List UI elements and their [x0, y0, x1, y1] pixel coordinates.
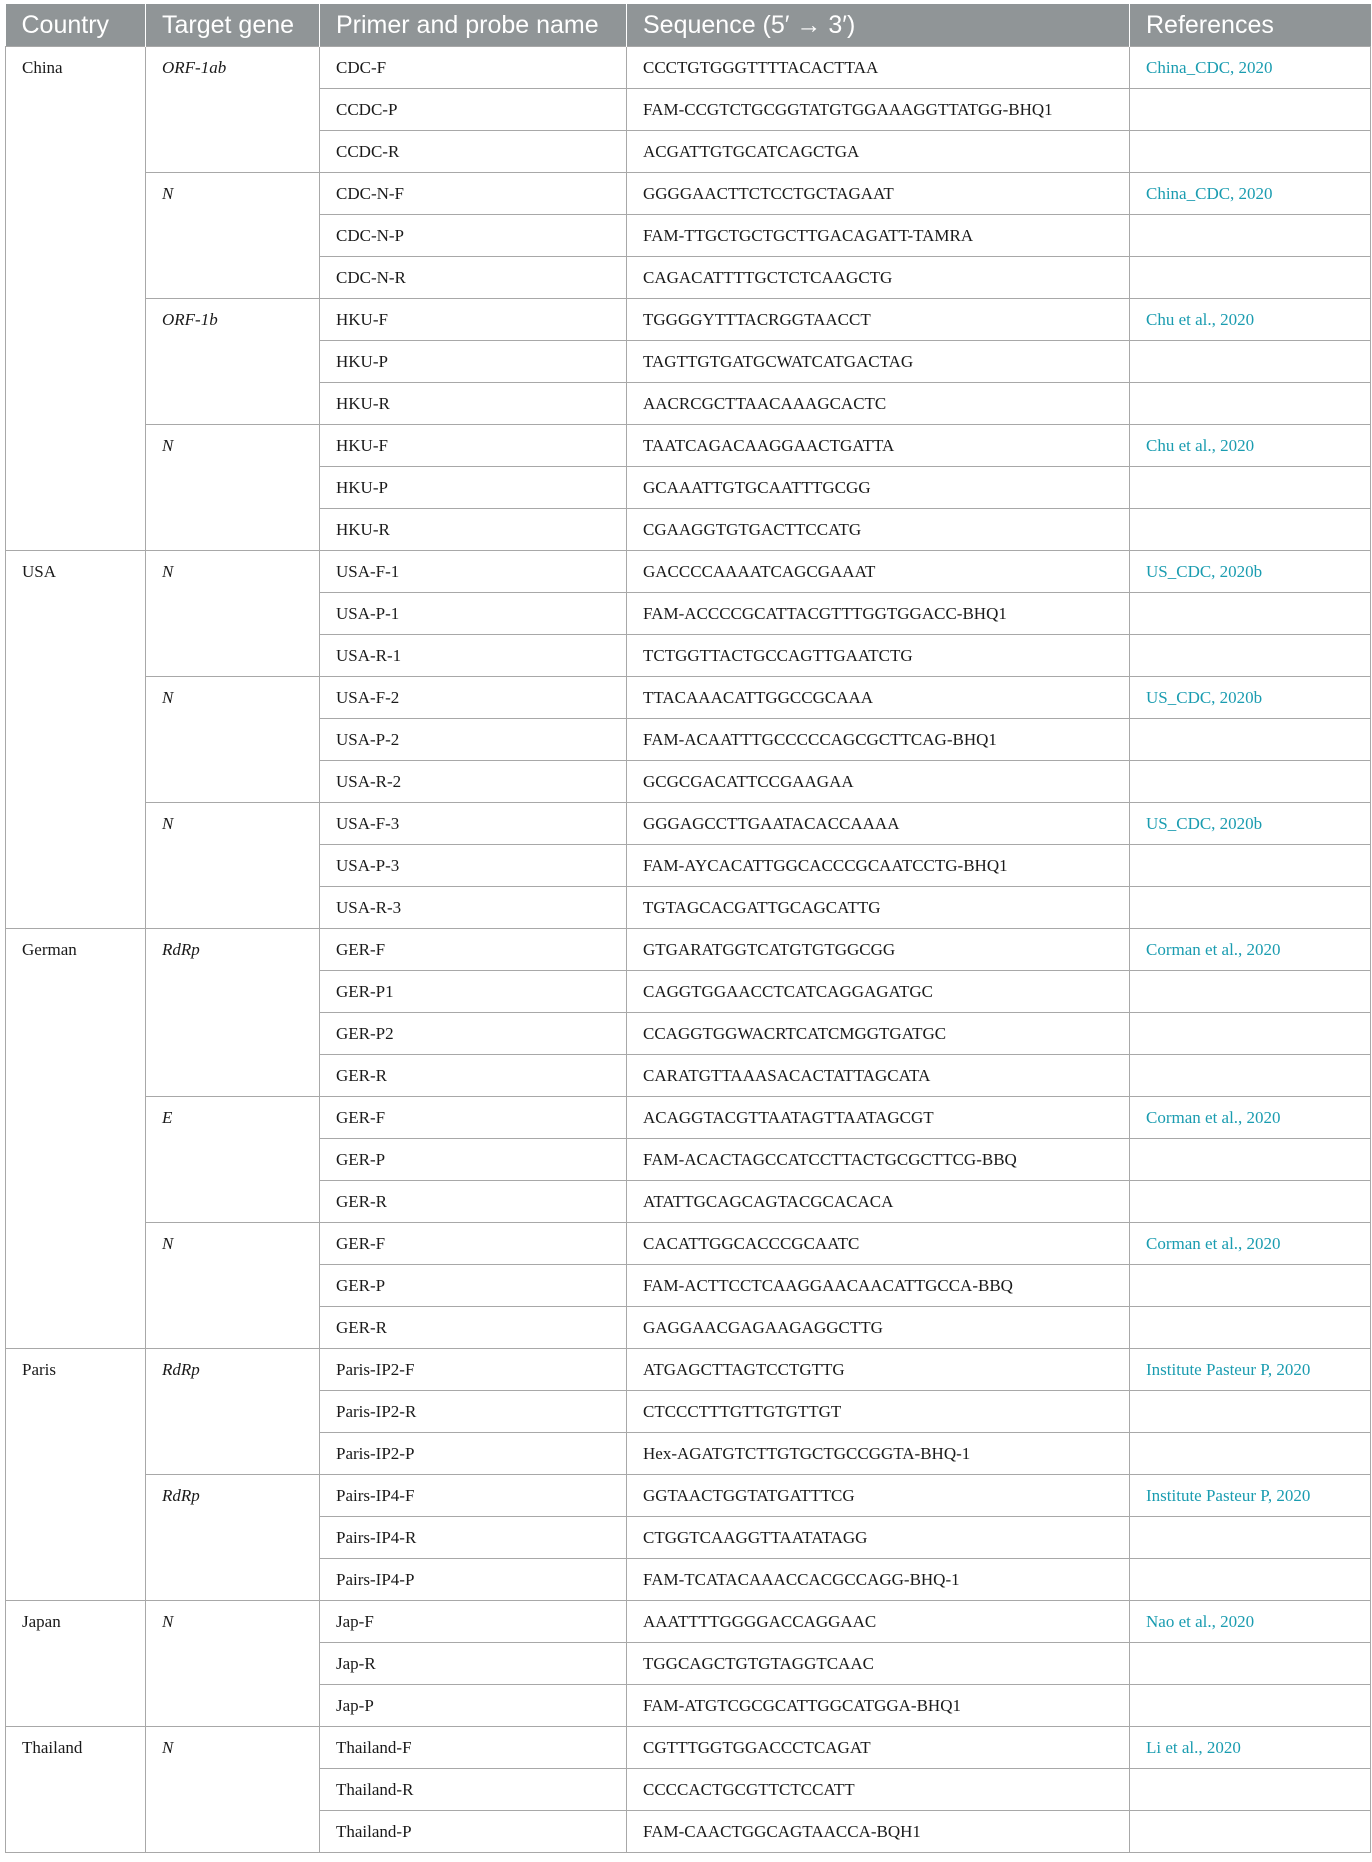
sequence-cell: FAM-ACAATTTGCCCCCAGCGCTTCAG-BHQ1	[627, 719, 1130, 761]
header-country: Country	[6, 4, 146, 47]
table-row	[6, 425, 1371, 467]
primer-name-cell: Thailand-P	[320, 1811, 627, 1853]
reference-cell-empty	[1130, 1559, 1371, 1601]
primer-probe-table	[5, 4, 1371, 1853]
sequence-cell: ACAGGTACGTTAATAGTTAATAGCGT	[627, 1097, 1130, 1139]
primer-name-cell: Pairs-IP4-R	[320, 1517, 627, 1559]
table-row	[6, 1097, 1371, 1139]
reference-cell-empty	[1130, 1811, 1371, 1853]
table-row	[6, 1601, 1371, 1643]
reference-cell-empty	[1130, 1517, 1371, 1559]
reference-cell-empty	[1130, 1181, 1371, 1223]
header-sequence: Sequence (5′ → 3′)	[627, 4, 1130, 47]
sequence-cell: GGGAGCCTTGAATACACCAAAA	[627, 803, 1130, 845]
sequence-cell: FAM-AYCACATTGGCACCCGCAATCCTG-BHQ1	[627, 845, 1130, 887]
primer-name-cell: CDC-N-R	[320, 257, 627, 299]
sequence-cell: TGTAGCACGATTGCAGCATTG	[627, 887, 1130, 929]
primer-name-cell: Paris-IP2-R	[320, 1391, 627, 1433]
sequence-cell: FAM-CAACTGGCAGTAACCA-BQH1	[627, 1811, 1130, 1853]
sequence-cell: TCTGGTTACTGCCAGTTGAATCTG	[627, 635, 1130, 677]
reference-cell-empty	[1130, 761, 1371, 803]
reference-link[interactable]: China_CDC, 2020	[1130, 47, 1371, 89]
primer-name-cell: GER-P1	[320, 971, 627, 1013]
target-gene-cell: RdRp	[146, 1349, 320, 1475]
reference-cell-empty	[1130, 845, 1371, 887]
sequence-cell: CGAAGGTGTGACTTCCATG	[627, 509, 1130, 551]
reference-link[interactable]: US_CDC, 2020b	[1130, 803, 1371, 845]
reference-link[interactable]: US_CDC, 2020b	[1130, 551, 1371, 593]
sequence-cell: CCCCACTGCGTTCTCCATT	[627, 1769, 1130, 1811]
primer-name-cell: CDC-F	[320, 47, 627, 89]
reference-link[interactable]: Chu et al., 2020	[1130, 425, 1371, 467]
sequence-cell: CAGGTGGAACCTCATCAGGAGATGC	[627, 971, 1130, 1013]
primer-name-cell: HKU-R	[320, 509, 627, 551]
target-gene-cell: N	[146, 173, 320, 299]
reference-cell-empty	[1130, 1769, 1371, 1811]
reference-link[interactable]: Institute Pasteur P, 2020	[1130, 1349, 1371, 1391]
primer-name-cell: GER-P	[320, 1265, 627, 1307]
sequence-cell: GGTAACTGGTATGATTTCG	[627, 1475, 1130, 1517]
reference-link[interactable]: Corman et al., 2020	[1130, 929, 1371, 971]
reference-cell-empty	[1130, 1391, 1371, 1433]
primer-name-cell: GER-P2	[320, 1013, 627, 1055]
primer-name-cell: USA-F-2	[320, 677, 627, 719]
primer-name-cell: CCDC-R	[320, 131, 627, 173]
sequence-cell: GTGARATGGTCATGTGTGGCGG	[627, 929, 1130, 971]
primer-table-container	[5, 4, 1370, 1853]
primer-name-cell: CDC-N-F	[320, 173, 627, 215]
target-gene-cell: N	[146, 1223, 320, 1349]
primer-name-cell: USA-R-1	[320, 635, 627, 677]
primer-name-cell: USA-F-1	[320, 551, 627, 593]
sequence-cell: FAM-ATGTCGCGCATTGGCATGGA-BHQ1	[627, 1685, 1130, 1727]
reference-cell-empty	[1130, 383, 1371, 425]
reference-cell-empty	[1130, 257, 1371, 299]
sequence-cell: GCAAATTGTGCAATTTGCGG	[627, 467, 1130, 509]
target-gene-cell: N	[146, 1601, 320, 1727]
reference-cell-empty	[1130, 1139, 1371, 1181]
table-row	[6, 47, 1371, 89]
primer-name-cell: Paris-IP2-P	[320, 1433, 627, 1475]
sequence-cell: FAM-TCATACAAACCACGCCAGG-BHQ-1	[627, 1559, 1130, 1601]
reference-cell-empty	[1130, 971, 1371, 1013]
table-row	[6, 677, 1371, 719]
header-target-gene: Target gene	[146, 4, 320, 47]
reference-cell-empty	[1130, 1307, 1371, 1349]
sequence-cell: AACRCGCTTAACAAAGCACTC	[627, 383, 1130, 425]
primer-name-cell: HKU-F	[320, 299, 627, 341]
country-cell: Thailand	[6, 1727, 146, 1853]
target-gene-cell: N	[146, 551, 320, 677]
table-row	[6, 1349, 1371, 1391]
country-cell: Paris	[6, 1349, 146, 1601]
reference-cell-empty	[1130, 1643, 1371, 1685]
primer-name-cell: GER-R	[320, 1307, 627, 1349]
country-cell: Japan	[6, 1601, 146, 1727]
sequence-cell: CARATGTTAAASACACTATTAGCATA	[627, 1055, 1130, 1097]
primer-name-cell: Jap-P	[320, 1685, 627, 1727]
primer-name-cell: CCDC-P	[320, 89, 627, 131]
table-row	[6, 299, 1371, 341]
reference-cell-empty	[1130, 1265, 1371, 1307]
primer-name-cell: USA-P-3	[320, 845, 627, 887]
sequence-cell: GCGCGACATTCCGAAGAA	[627, 761, 1130, 803]
table-row	[6, 1475, 1371, 1517]
sequence-cell: FAM-ACACTAGCCATCCTTACTGCGCTTCG-BBQ	[627, 1139, 1130, 1181]
sequence-cell: CTCCCTTTGTTGTGTTGT	[627, 1391, 1130, 1433]
table-row	[6, 803, 1371, 845]
reference-cell-empty	[1130, 887, 1371, 929]
sequence-cell: GACCCCAAAATCAGCGAAAT	[627, 551, 1130, 593]
primer-name-cell: USA-P-1	[320, 593, 627, 635]
sequence-cell: TAATCAGACAAGGAACTGATTA	[627, 425, 1130, 467]
sequence-cell: CTGGTCAAGGTTAATATAGG	[627, 1517, 1130, 1559]
country-cell: USA	[6, 551, 146, 929]
primer-name-cell: Thailand-F	[320, 1727, 627, 1769]
primer-name-cell: USA-F-3	[320, 803, 627, 845]
reference-cell-empty	[1130, 89, 1371, 131]
sequence-cell: TGGCAGCTGTGTAGGTCAAC	[627, 1643, 1130, 1685]
sequence-cell: ATGAGCTTAGTCCTGTTG	[627, 1349, 1130, 1391]
table-row	[6, 1223, 1371, 1265]
reference-cell-empty	[1130, 467, 1371, 509]
sequence-cell: TGGGGYTTTACRGGTAACCT	[627, 299, 1130, 341]
sequence-cell: CGTTTGGTGGACCCTCAGAT	[627, 1727, 1130, 1769]
reference-link[interactable]: Corman et al., 2020	[1130, 1223, 1371, 1265]
table-row	[6, 929, 1371, 971]
primer-name-cell: Jap-R	[320, 1643, 627, 1685]
reference-link[interactable]: Li et al., 2020	[1130, 1727, 1371, 1769]
primer-name-cell: Pairs-IP4-F	[320, 1475, 627, 1517]
primer-name-cell: USA-R-3	[320, 887, 627, 929]
reference-link[interactable]: US_CDC, 2020b	[1130, 677, 1371, 719]
sequence-cell: CCAGGTGGWACRTCATCMGGTGATGC	[627, 1013, 1130, 1055]
reference-link[interactable]: Corman et al., 2020	[1130, 1097, 1371, 1139]
primer-name-cell: GER-F	[320, 929, 627, 971]
sequence-cell: TTACAAACATTGGCCGCAAA	[627, 677, 1130, 719]
sequence-cell: Hex-AGATGTCTTGTGCTGCCGGTA-BHQ-1	[627, 1433, 1130, 1475]
sequence-cell: FAM-TTGCTGCTGCTTGACAGATT-TAMRA	[627, 215, 1130, 257]
target-gene-cell: RdRp	[146, 929, 320, 1097]
reference-link[interactable]: Nao et al., 2020	[1130, 1601, 1371, 1643]
primer-name-cell: GER-F	[320, 1223, 627, 1265]
primer-name-cell: Jap-F	[320, 1601, 627, 1643]
primer-name-cell: Paris-IP2-F	[320, 1349, 627, 1391]
sequence-cell: GAGGAACGAGAAGAGGCTTG	[627, 1307, 1130, 1349]
country-cell: German	[6, 929, 146, 1349]
reference-cell-empty	[1130, 1433, 1371, 1475]
sequence-cell: FAM-ACTTCCTCAAGGAACAACATTGCCA-BBQ	[627, 1265, 1130, 1307]
sequence-cell: CACATTGGCACCCGCAATC	[627, 1223, 1130, 1265]
reference-link[interactable]: Chu et al., 2020	[1130, 299, 1371, 341]
primer-name-cell: HKU-P	[320, 467, 627, 509]
sequence-cell: FAM-ACCCCGCATTACGTTTGGTGGACC-BHQ1	[627, 593, 1130, 635]
sequence-cell: ACGATTGTGCATCAGCTGA	[627, 131, 1130, 173]
reference-cell-empty	[1130, 1685, 1371, 1727]
sequence-cell: GGGGAACTTCTCCTGCTAGAAT	[627, 173, 1130, 215]
primer-name-cell: Thailand-R	[320, 1769, 627, 1811]
reference-cell-empty	[1130, 593, 1371, 635]
table-row	[6, 551, 1371, 593]
reference-cell-empty	[1130, 719, 1371, 761]
primer-name-cell: HKU-P	[320, 341, 627, 383]
target-gene-cell: E	[146, 1097, 320, 1223]
target-gene-cell: N	[146, 1727, 320, 1853]
target-gene-cell: N	[146, 803, 320, 929]
table-header-row	[6, 4, 1371, 47]
reference-cell-empty	[1130, 131, 1371, 173]
header-references: References	[1130, 4, 1371, 47]
primer-name-cell: GER-P	[320, 1139, 627, 1181]
primer-name-cell: USA-R-2	[320, 761, 627, 803]
reference-cell-empty	[1130, 1013, 1371, 1055]
sequence-cell: AAATTTTGGGGACCAGGAAC	[627, 1601, 1130, 1643]
target-gene-cell: N	[146, 425, 320, 551]
sequence-cell: ATATTGCAGCAGTACGCACACA	[627, 1181, 1130, 1223]
primer-name-cell: GER-R	[320, 1055, 627, 1097]
primer-name-cell: GER-R	[320, 1181, 627, 1223]
sequence-cell: CCCTGTGGGTTTTACACTTAA	[627, 47, 1130, 89]
primer-name-cell: GER-F	[320, 1097, 627, 1139]
reference-cell-empty	[1130, 635, 1371, 677]
primer-name-cell: HKU-F	[320, 425, 627, 467]
primer-name-cell: CDC-N-P	[320, 215, 627, 257]
reference-link[interactable]: China_CDC, 2020	[1130, 173, 1371, 215]
country-cell: China	[6, 47, 146, 551]
reference-cell-empty	[1130, 341, 1371, 383]
header-primer-probe-name: Primer and probe name	[320, 4, 627, 47]
sequence-cell: FAM-CCGTCTGCGGTATGTGGAAAGGTTATGG-BHQ1	[627, 89, 1130, 131]
primer-name-cell: USA-P-2	[320, 719, 627, 761]
reference-cell-empty	[1130, 1055, 1371, 1097]
primer-name-cell: Pairs-IP4-P	[320, 1559, 627, 1601]
reference-cell-empty	[1130, 215, 1371, 257]
sequence-cell: TAGTTGTGATGCWATCATGACTAG	[627, 341, 1130, 383]
table-row	[6, 1727, 1371, 1769]
reference-link[interactable]: Institute Pasteur P, 2020	[1130, 1475, 1371, 1517]
target-gene-cell: N	[146, 677, 320, 803]
target-gene-cell: RdRp	[146, 1475, 320, 1601]
target-gene-cell: ORF-1ab	[146, 47, 320, 173]
primer-name-cell: HKU-R	[320, 383, 627, 425]
table-row	[6, 173, 1371, 215]
target-gene-cell: ORF-1b	[146, 299, 320, 425]
sequence-cell: CAGACATTTTGCTCTCAAGCTG	[627, 257, 1130, 299]
reference-cell-empty	[1130, 509, 1371, 551]
